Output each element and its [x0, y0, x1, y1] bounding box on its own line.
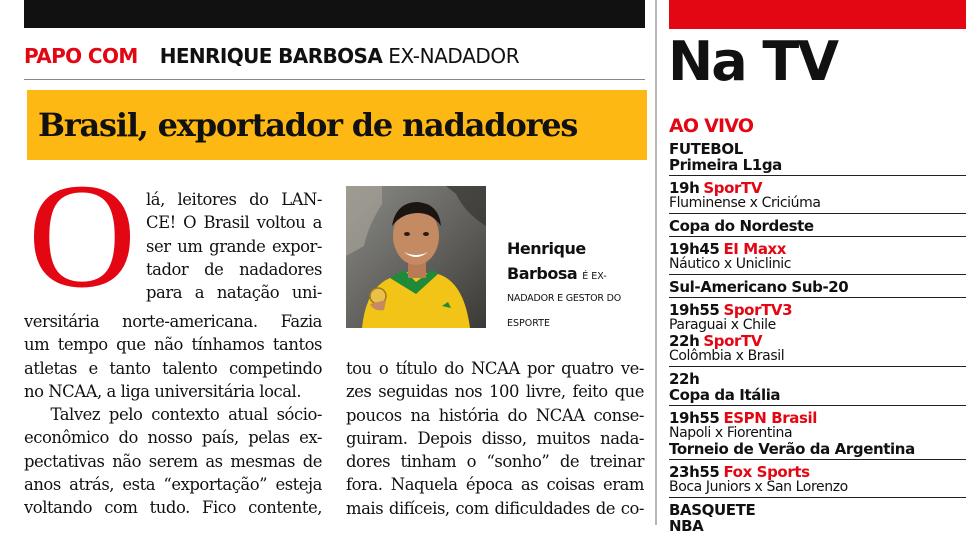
columnist-role: EX-NADADOR [388, 44, 520, 68]
column-kicker [24, 42, 519, 70]
broadcast-time: 19h55 SporTV3 [669, 301, 793, 319]
match-teams: Napoli x Fiorentina [669, 425, 793, 441]
caption-name-line2: Barbosa [507, 264, 578, 283]
text-line: um tempo que não tínhamos tantos [24, 335, 322, 355]
competition-heading: Sul-Americano Sub-20 [669, 279, 966, 298]
channel-name: SporTV3 [723, 301, 793, 319]
match-teams: Fluminense x Criciúma [669, 196, 966, 214]
broadcast-time: 23h55 Fox Sports [669, 463, 810, 481]
column-divider [655, 0, 657, 525]
article-col2-body [346, 357, 644, 520]
channel-name: Fox Sports [723, 463, 810, 481]
text-line: para a natação uni- [146, 283, 322, 303]
channel-name: EI Maxx [723, 240, 787, 258]
text-line: pectativas não serem as mesmas de [24, 451, 322, 471]
text-line: poucos na história do NCAA conse- [346, 405, 644, 425]
svg-text:O: O [28, 186, 136, 296]
match-teams: Colômbia x Brasil [669, 349, 966, 367]
broadcast-time: 19h SporTV [669, 179, 763, 197]
competition-heading: Copa da Itália [669, 387, 966, 406]
text-line: fora. Naquela época as coisas eram [346, 475, 644, 495]
competition-heading: Torneio de Verão da Argentina [669, 441, 966, 460]
text-line: CE! O Brasil voltou a [146, 213, 322, 233]
text-line: ser um grande expor- [146, 236, 322, 256]
caption-desc-inline: É EX- [582, 271, 607, 282]
match-teams: Boca Juniors x San Lorenzo [669, 480, 966, 498]
article-col1-body [24, 310, 322, 520]
top-black-bar [24, 0, 645, 28]
text-line: anos atrás, esta “exportação” esteja [24, 475, 322, 495]
text-line: atletas e tanto talento competindo [24, 358, 322, 378]
caption-desc-line2: NADADOR E GESTOR DO [507, 293, 621, 304]
columnist-photo [346, 186, 486, 328]
caption-name-line1: Henrique [507, 239, 586, 258]
text-line: zes seguidas nos 100 livre, feito que [346, 382, 644, 402]
channel-name: SporTV [703, 179, 763, 197]
competition-heading: Copa do Nordeste [669, 218, 966, 237]
kicker-label: PAPO COM [24, 44, 138, 68]
sport-heading: FUTEBOL [669, 140, 743, 158]
text-line: lá, leitores do LAN- [146, 190, 322, 209]
text-line: Talvez pelo contexto atual sócio- [24, 405, 322, 425]
kicker-divider [24, 79, 645, 80]
tv-section-title: Na TV [668, 30, 838, 93]
competition-heading: Primeira L1ga [669, 157, 966, 176]
article-headline: Brasil, exportador de nadadores [38, 106, 578, 144]
broadcast-time: 19h45 EI Maxx [669, 240, 787, 258]
text-line: no NCAA, a liga universitária local. [24, 381, 302, 401]
text-line: tador de nadadores [146, 259, 322, 279]
text-line: tou o título do NCAA por quatro ve- [346, 359, 644, 378]
text-line: dores tinham o “sonho” de treinar [346, 452, 644, 472]
caption-desc-line3: ESPORTE [507, 318, 550, 329]
photo-caption [507, 236, 647, 336]
columnist-name: HENRIQUE BARBOSA [159, 44, 383, 68]
broadcast-time: 22h SporTV [669, 332, 763, 350]
text-line: mais difíceis, com dificuldades de co- [346, 498, 644, 518]
text-line: guiram. Depois disso, muitos nada- [346, 428, 644, 448]
dropcap-letter [28, 186, 136, 296]
live-label: AO VIVO [669, 115, 754, 137]
tv-red-bar [669, 0, 966, 29]
match-teams: Paraguai x Chile [669, 317, 776, 333]
broadcast-time: 22h [669, 370, 700, 388]
channel-name: ESPN Brasil [723, 409, 818, 427]
caption-line2 [507, 261, 647, 286]
tv-schedule [669, 141, 966, 534]
text-line: econômico do nosso país, pelas ex- [24, 428, 322, 448]
text-line: versitária norte-americana. Fazia [24, 312, 322, 331]
article-col1-top [146, 188, 322, 304]
match-teams: Náutico x Uniclinic [669, 257, 966, 275]
text-line: voltando com tudo. Fico contente, [24, 498, 322, 518]
sport-heading: BASQUETE [669, 501, 756, 519]
broadcast-time: 19h55 ESPN Brasil [669, 409, 818, 427]
competition-heading: NBA [669, 517, 704, 535]
channel-name: SporTV [703, 332, 763, 350]
